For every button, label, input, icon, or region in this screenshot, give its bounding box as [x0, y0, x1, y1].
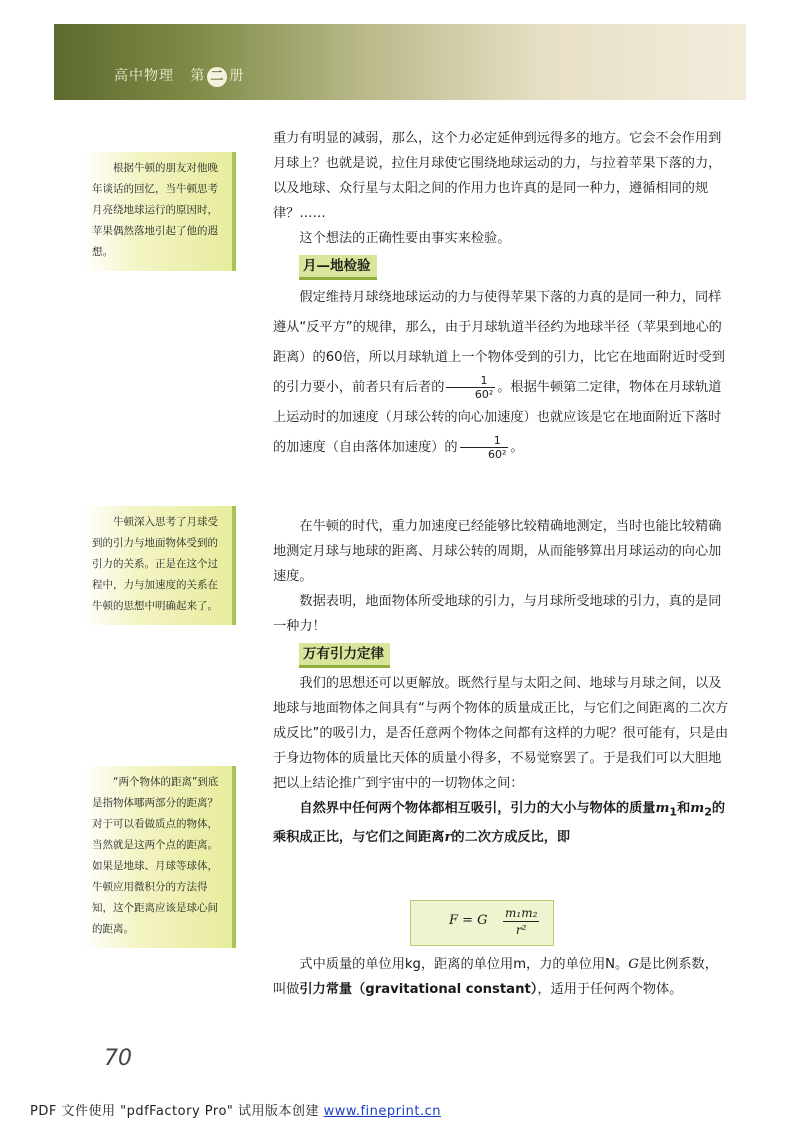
gravitation-formula	[410, 900, 554, 946]
volume-suffix: 册	[229, 68, 245, 84]
main-text-middle	[273, 514, 729, 850]
paragraph-newton-era: 在牛顿的时代，重力加速度已经能够比较精确地测定，当时也能比较精确地测定月球与地球的距离、月球公转的周期，从而能够算出月球运动的向心加速度。	[273, 519, 722, 584]
main-text-bottom	[273, 952, 729, 1002]
main-text-top	[273, 126, 729, 463]
fraction-one-over-sixty-squared-2: $\frac{1}{\text{60²}}$	[460, 434, 509, 461]
section-heading-moon-earth-test: 月—地检验	[299, 255, 377, 280]
paragraph-moon-earth: 假定维持月球绕地球运动的力与使得苹果下落的力真的是同一种力，同样遵从“反平方”的规律，那么，由于月球轨道半径约为地球半径（苹果到地心的距离）的60倍，所以月球轨道上一个物体受到的引力，比它在地面附近时受到的引力要小，前者只有后者的 $\frac{1}{\text{60²}}$ 。根据牛顿第二定律，物体在月球轨道上运动时的加速度（月球公转的向心加速度）也就应该是它在地面附近下落时的加速度（自由落体加速度）的 $\frac{1}{\text{60²}}$ 。	[273, 290, 725, 461]
side-note-distance: “两个物体的距离”到底是指物体哪两部分的距离？对于可以看做质点的物体，当然就是这两个点的距离。如果是地球、月球等球体，牛顿应用微积分的方法得知，这个距离应该是球心间的距离。	[84, 766, 236, 948]
side-note-apple: 根据牛顿的朋友对他晚年谈话的回忆，当牛顿思考月亮绕地球运行的原因时，苹果偶然落地引起了他的遐想。	[84, 152, 236, 271]
term-gravitational-constant: 引力常量（gravitational constant）	[299, 982, 538, 997]
paragraph-generalization: 我们的思想还可以更解放。既然行星与太阳之间、地球与月球之间，以及地球与地面物体之间具有“与两个物体的质量成正比，与它们之间距离的二次方成反比”的吸引力，是否任意两个物体之间都有这样的力呢？很可能有，只是由于身边物体的质量比天体的质量小得多，不易觉察罢了。于是我们可以大胆地把以上结论推广到宇宙中的一切物体之间：	[273, 676, 729, 791]
side-note-gravity-relation: 牛顿深入思考了月球受到的引力与地面物体受到的引力的关系。正是在这个过程中，力与加速度的关系在牛顿的思想中明确起来了。	[84, 506, 236, 625]
formula-lhs: F = G	[449, 913, 488, 928]
footer-text: PDF 文件使用 "pdfFactory Pro" 试用版本创建	[30, 1104, 324, 1119]
page-number: 70	[104, 1046, 132, 1071]
header-band	[54, 24, 746, 100]
section-heading-universal-gravitation: 万有引力定律	[299, 643, 390, 668]
law-statement: 自然界中任何两个物体都相互吸引，引力的大小与物体的质量$m_1$和$m_2$的乘积成正比，与它们之间距离r的二次方成反比，即	[273, 801, 726, 845]
formula-fraction: $\frac{\text{m₁m₂}}{\text{r²}}$	[505, 906, 538, 937]
book-header	[114, 65, 244, 87]
fraction-one-over-sixty-squared: $\frac{1}{\text{60²}}$	[446, 374, 495, 401]
paragraph-test: 这个想法的正确性要由事实来检验。	[299, 231, 511, 246]
pdf-footer	[30, 1100, 441, 1119]
paragraph-continuation: 重力有明显的减弱，那么，这个力必定延伸到远得多的地方。它会不会作用到月球上？也就是说，拉住月球使它围绕地球运动的力，与拉着苹果下落的力，以及地球、众行星与太阳之间的作用力也许真的是同一种力，遵循相同的规律？……	[273, 131, 722, 221]
paragraph-data: 数据表明，地面物体所受地球的引力，与月球所受地球的引力，真的是同一种力！	[273, 594, 722, 634]
footer-link[interactable]: www.fineprint.cn	[323, 1104, 441, 1119]
volume-number-badge: 二	[207, 67, 227, 87]
book-title: 高中物理	[114, 68, 174, 84]
volume-prefix: 第	[190, 68, 206, 84]
paragraph-units: 式中质量的单位用kg，距离的单位用m，力的单位用N。G是比例系数，叫做引力常量（gravitational constant），适用于任何两个物体。	[273, 957, 718, 997]
